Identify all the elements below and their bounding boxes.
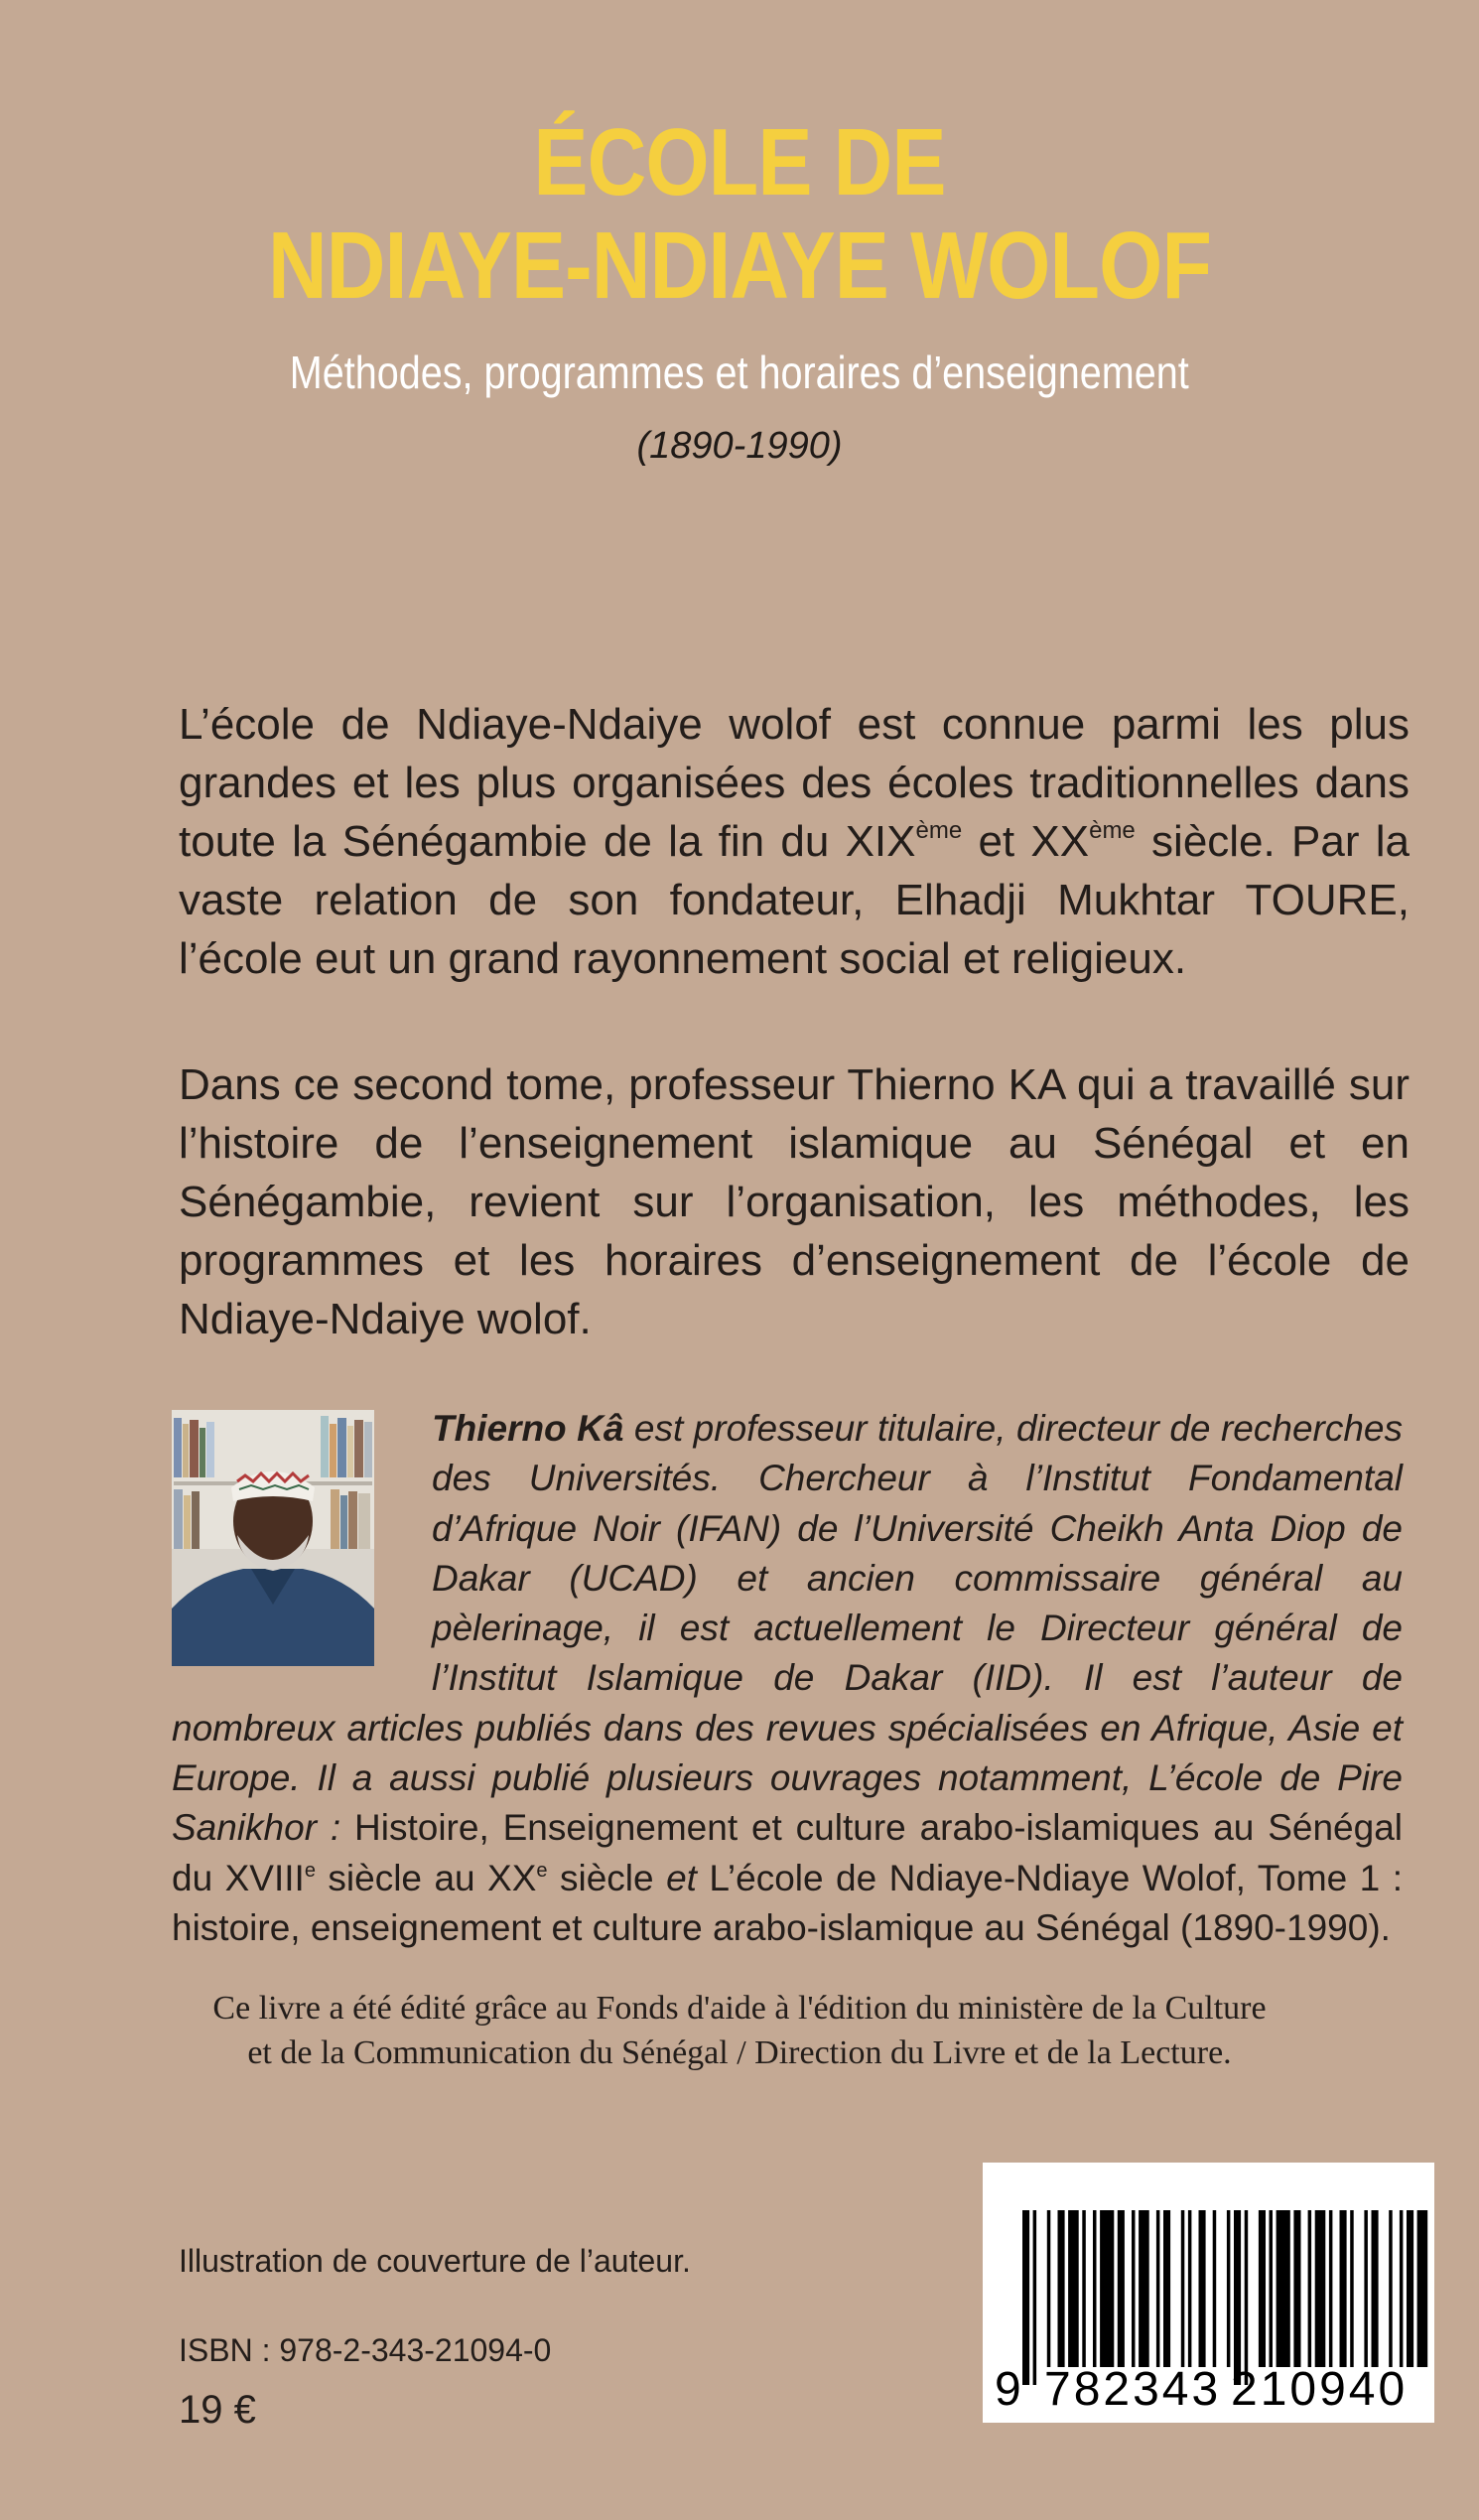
barcode-bar — [1181, 2210, 1185, 2367]
barcode-bar — [1163, 2210, 1170, 2367]
blurb-p1-sup-2: ème — [1089, 817, 1136, 844]
barcode-bar — [1213, 2210, 1217, 2367]
barcode-bar — [1372, 2210, 1379, 2367]
author-bio — [172, 1404, 1403, 1953]
barcode-bar — [1277, 2210, 1290, 2367]
barcode-bar — [1068, 2210, 1079, 2367]
barcode-bar — [1364, 2210, 1368, 2367]
book-title-line1: ÉCOLE DE — [533, 109, 946, 215]
barcode-group-2: 210940 — [1231, 2363, 1409, 2416]
barcode-bar — [1270, 2210, 1274, 2367]
funding-note-line1: Ce livre a été édité grâce au Fonds d'aide à l'édition du ministère de la Culture — [212, 1990, 1267, 2027]
barcode-bar — [1245, 2210, 1249, 2385]
bio-connector: et — [666, 1857, 697, 1898]
barcode-bar — [1139, 2210, 1149, 2367]
barcode-bar — [1407, 2210, 1413, 2367]
barcode-bar — [1188, 2210, 1192, 2367]
barcode-bar — [1329, 2210, 1333, 2367]
barcode-group-1: 782343 — [1044, 2363, 1222, 2416]
barcode-bar — [1082, 2210, 1086, 2367]
barcode-graphic — [983, 2163, 1434, 2423]
barcode-bar — [1118, 2210, 1125, 2367]
funding-note — [0, 1986, 1479, 2075]
barcode-bar — [1315, 2210, 1326, 2367]
book-dates: (1890-1990) — [636, 425, 843, 467]
blurb-p1-text-c: siècle. Par la vaste relation de son fondateur, Elhadji Mukhtar TOURE, l’école eut un grand rayonnement social et religieux. — [179, 817, 1410, 983]
book-title-line2: NDIAYE-NDIAYE WOLOF — [267, 212, 1212, 319]
barcode-bar — [1417, 2210, 1428, 2367]
isbn: ISBN : 978-2-343-21094-0 — [179, 2332, 552, 2368]
funding-note-line2: et de la Communication du Sénégal / Direction du Livre et de la Lecture. — [247, 2034, 1232, 2071]
barcode-bar — [1047, 2210, 1051, 2367]
barcode-bar — [1234, 2210, 1241, 2385]
barcode-bar — [1022, 2210, 1029, 2385]
barcode-bar — [1308, 2210, 1312, 2367]
author-name: Thierno Kâ — [432, 1408, 624, 1449]
barcode-bar — [1199, 2210, 1206, 2367]
barcode-bar — [1389, 2210, 1393, 2367]
barcode-bar — [1156, 2210, 1160, 2367]
barcode-bar — [1093, 2210, 1097, 2367]
barcode-bar — [1259, 2210, 1266, 2367]
barcode — [983, 2163, 1434, 2423]
barcode-bar — [1340, 2210, 1347, 2367]
barcode-bar — [1293, 2210, 1300, 2367]
blurb-p1-text-b: et XX — [962, 817, 1090, 866]
barcode-bar — [1400, 2210, 1404, 2367]
barcode-bar — [1132, 2210, 1136, 2367]
book-title — [0, 111, 1479, 318]
book1-title-a: Histoire, Enseignement et culture arabo-islamiques au Sénégal du XVIII — [172, 1807, 1403, 1898]
book2-title: L’école de Ndiaye-Ndiaye Wolof, Tome 1 : histoire, enseignement et culture arabo-islamique au Sénégal (1890-1990). — [172, 1857, 1403, 1948]
barcode-bar — [1100, 2210, 1114, 2367]
blurb-p1-text-a: L’école de Ndiaye-Ndaiye wolof est connue parmi les plus grandes et les plus organisées des écoles traditionnelles dans toute la Sénégambie de la fin du XIX — [179, 700, 1410, 866]
book1-sup-1: e — [304, 1859, 316, 1882]
barcode-bar — [1350, 2210, 1354, 2367]
book1-sup-2: e — [536, 1859, 548, 1882]
price: 19 € — [179, 2388, 256, 2432]
author-bio-text: est professeur titulaire, directeur de recherches des Universités. Chercheur à l’Institut Fondamental d’Afrique Noir (IFAN) de l’Université Cheikh Anta Diop de Dakar (UCAD) et ancien commissaire général au pèlerinage, il est actuellement le Directeur général de l’Institut Islamique de Dakar (IID). Il est l’auteur de nombreux articles publiés dans des revues spécialisées en Afrique, Asie et Europe. Il a aussi publié plusieurs ouvrages notamment, L’école de Pire Sanikhor : — [172, 1408, 1403, 1849]
book-subtitle — [0, 345, 1479, 400]
barcode-bar — [1058, 2210, 1065, 2367]
blurb-p1-sup-1: ème — [915, 817, 963, 844]
cover-credit: Illustration de couverture de l’auteur. — [179, 2243, 691, 2279]
barcode-bar — [1033, 2210, 1037, 2385]
photo-float-space — [172, 1404, 432, 1684]
book1-title-b: siècle au XX — [315, 1857, 537, 1898]
book-subtitle-text: Méthodes, programmes et horaires d’enseignement — [290, 347, 1189, 398]
blurb-paragraph-1 — [179, 695, 1410, 988]
barcode-first-digit: 9 — [995, 2363, 1021, 2416]
barcode-bar — [1227, 2210, 1231, 2367]
book1-title-c: siècle — [547, 1857, 667, 1898]
blurb-paragraph-2: Dans ce second tome, professeur Thierno KA qui a travaillé sur l’histoire de l’enseignement islamique au Sénégal et en Sénégambie, revient sur l’organisation, les méthodes, les programmes et les horaires d’enseignement de l’école de Ndiaye-Ndaiye wolof. — [179, 1060, 1410, 1343]
